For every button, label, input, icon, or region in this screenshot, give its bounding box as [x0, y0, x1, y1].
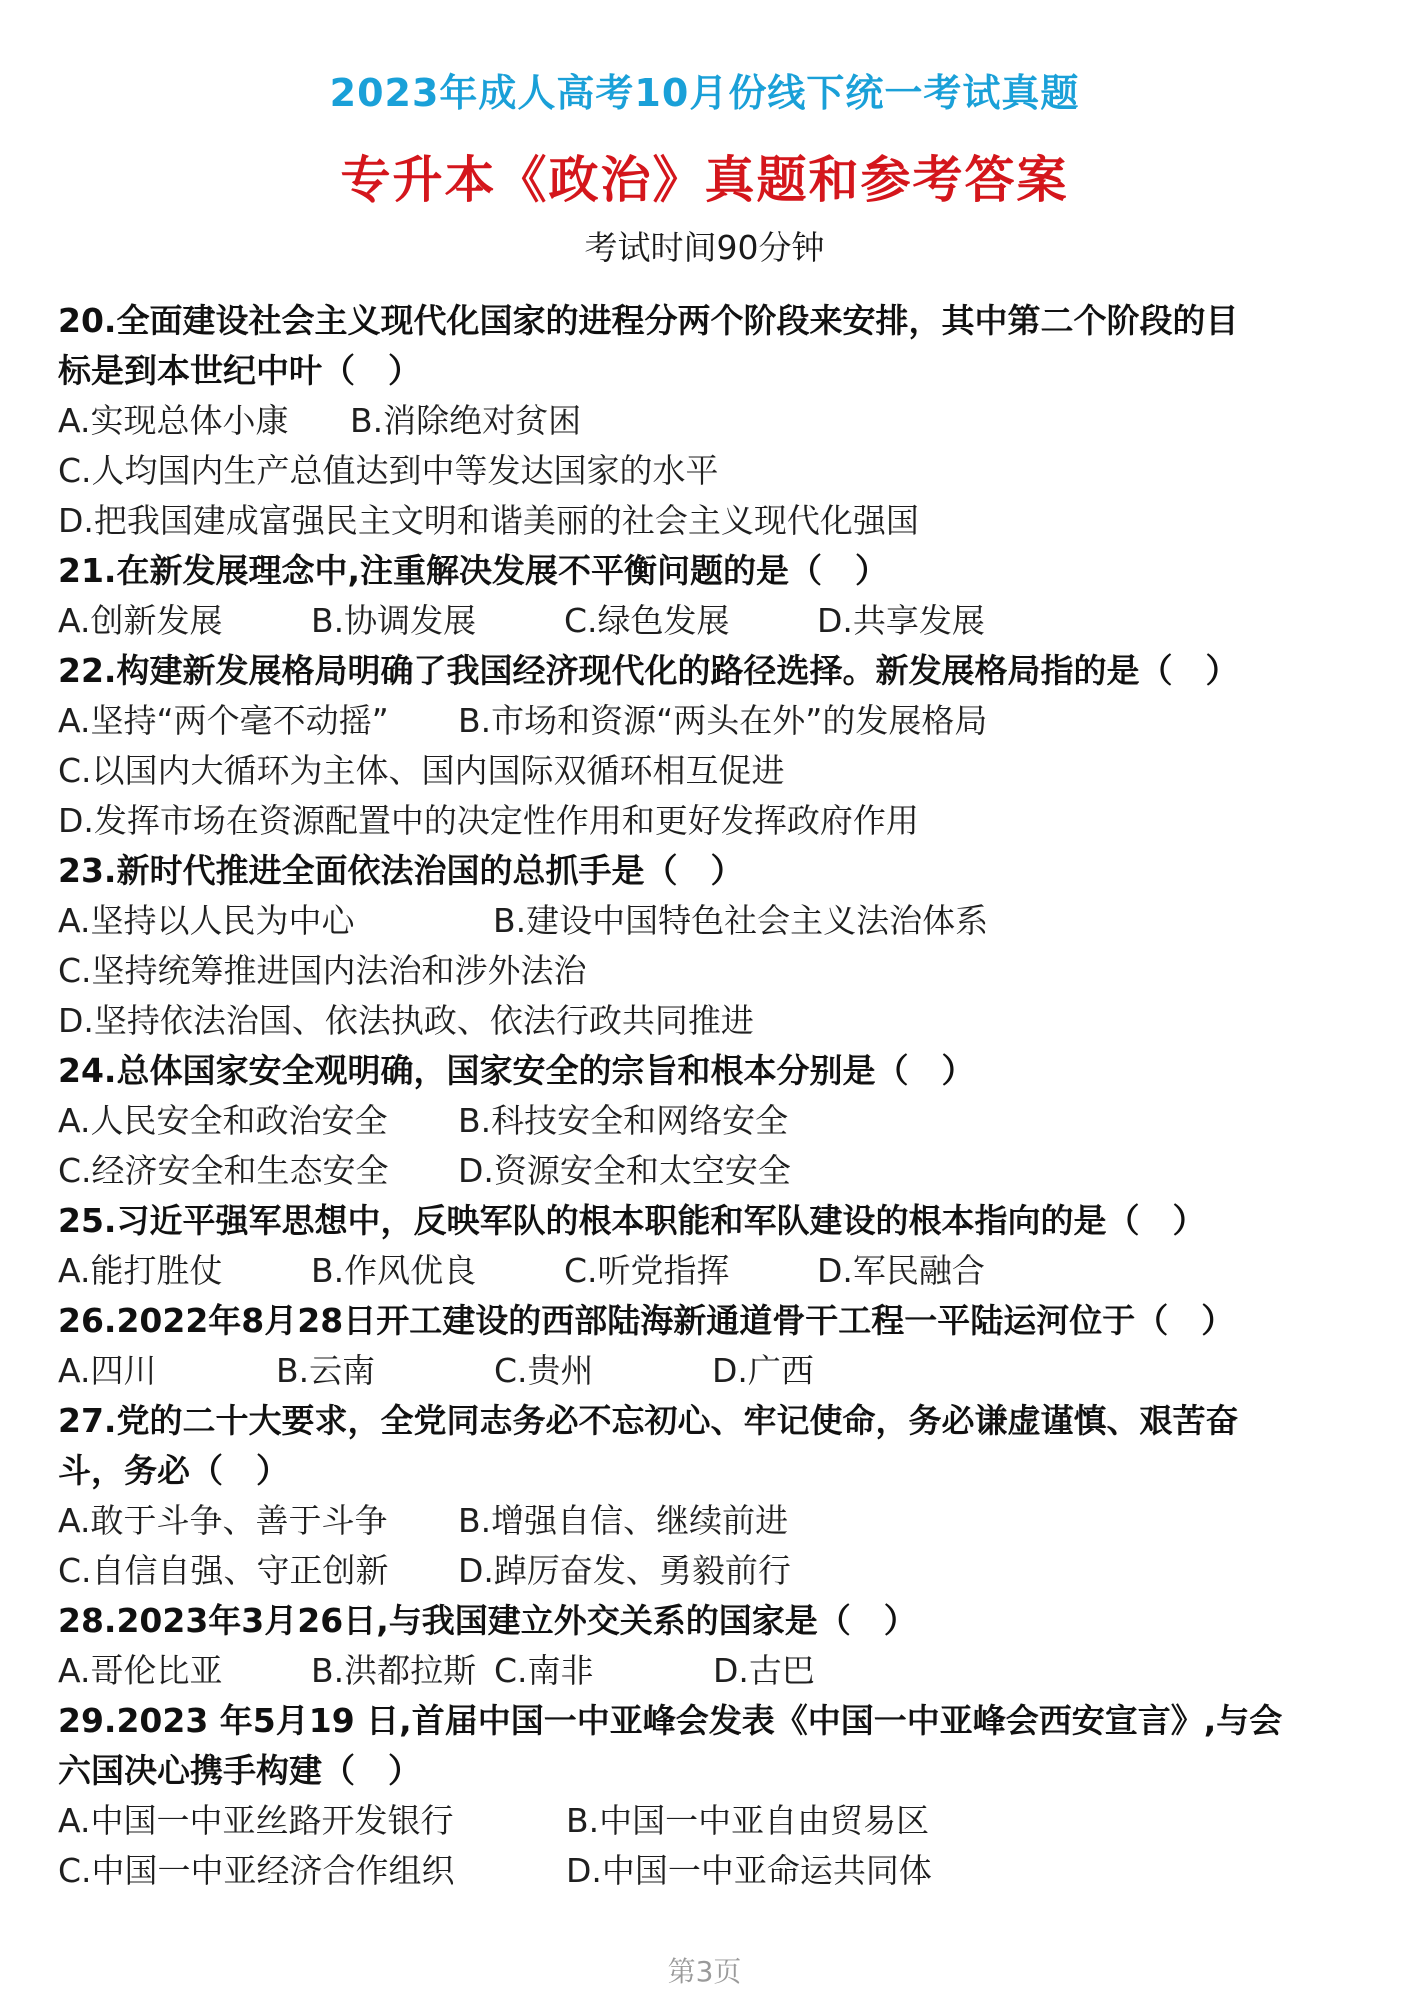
- question-text: 20.全面建设社会主义现代化国家的进程分两个阶段来安排，其中第二个阶段的目: [58, 301, 1239, 340]
- question-text: 24.总体国家安全观明确，国家安全的宗旨和根本分别是（ ）: [58, 1051, 975, 1090]
- option: D.古巴: [713, 1651, 815, 1690]
- option-row: [58, 896, 1358, 946]
- option: B.中国一中亚自由贸易区: [566, 1801, 930, 1840]
- option: C.人均国内生产总值达到中等发达国家的水平: [58, 451, 719, 490]
- question-text: 21.在新发展理念中,注重解决发展不平衡问题的是（ ）: [58, 551, 888, 590]
- option: C.绿色发展: [564, 601, 730, 640]
- option: B.增强自信、继续前进: [458, 1501, 789, 1540]
- option: B.消除绝对贫困: [350, 401, 582, 440]
- question-list: [58, 296, 1358, 1896]
- question-text: 斗，务必（ ）: [58, 1451, 289, 1490]
- option: C.中国一中亚经济合作组织: [58, 1851, 455, 1890]
- option-row: [58, 1496, 1358, 1546]
- option-row: [58, 1546, 1358, 1596]
- option: D.发挥市场在资源配置中的决定性作用和更好发挥政府作用: [58, 801, 919, 840]
- option: C.经济安全和生态安全: [58, 1151, 389, 1190]
- option: C.听党指挥: [564, 1251, 730, 1290]
- option: C.贵州: [494, 1351, 594, 1390]
- question-text: 23.新时代推进全面依法治国的总抓手是（ ）: [58, 851, 744, 890]
- option: B.洪都拉斯: [311, 1651, 477, 1690]
- option: C.自信自强、守正创新: [58, 1551, 389, 1590]
- option: B.建设中国特色社会主义法治体系: [493, 901, 989, 940]
- option-row: [58, 396, 1358, 446]
- question-text: 26.2022年8月28日开工建设的西部陆海新通道骨干工程一平陆运河位于（ ）: [58, 1301, 1235, 1340]
- option: B.协调发展: [311, 601, 477, 640]
- option: A.哥伦比亚: [58, 1651, 223, 1690]
- option: B.作风优良: [311, 1251, 477, 1290]
- option-row: [58, 1246, 1358, 1296]
- option: D.资源安全和太空安全: [458, 1151, 791, 1190]
- option-row: [58, 1846, 1358, 1896]
- option: B.市场和资源“两头在外”的发展格局: [458, 701, 988, 740]
- option-row: [58, 796, 1358, 846]
- option-row: [58, 596, 1358, 646]
- option: A.坚持“两个毫不动摇”: [58, 701, 389, 740]
- option: B.科技安全和网络安全: [458, 1101, 789, 1140]
- option-row: [58, 696, 1358, 746]
- option: D.中国一中亚命运共同体: [566, 1851, 932, 1890]
- option: A.实现总体小康: [58, 401, 289, 440]
- question-text: 22.构建新发展格局明确了我国经济现代化的路径选择。新发展格局指的是（ ）: [58, 651, 1239, 690]
- option: C.南非: [494, 1651, 594, 1690]
- page-number: 第3页: [667, 1955, 742, 1988]
- option-row: [58, 496, 1358, 546]
- question-text: 27.党的二十大要求，全党同志务必不忘初心、牢记使命，务必谦虚谨慎、艰苦奋: [58, 1401, 1239, 1440]
- option: A.创新发展: [58, 601, 223, 640]
- option: C.以国内大循环为主体、国内国际双循环相互促进: [58, 751, 785, 790]
- option-row: [58, 996, 1358, 1046]
- option: D.军民融合: [817, 1251, 985, 1290]
- option-row: [58, 1146, 1358, 1196]
- option: B.云南: [276, 1351, 376, 1390]
- option: D.共享发展: [817, 601, 985, 640]
- option: A.中国一中亚丝路开发银行: [58, 1801, 454, 1840]
- option: C.坚持统筹推进国内法治和涉外法治: [58, 951, 587, 990]
- option-row: [58, 746, 1358, 796]
- exam-time: 考试时间90分钟: [584, 228, 825, 267]
- option: A.能打胜仗: [58, 1251, 223, 1290]
- question-text: 29.2023 年5月19 日,首届中国一中亚峰会发表《中国一中亚峰会西安宣言》,与会: [58, 1701, 1283, 1740]
- option: D.广西: [712, 1351, 814, 1390]
- option-row: [58, 946, 1358, 996]
- option: D.踔厉奋发、勇毅前行: [458, 1551, 791, 1590]
- option: D.把我国建成富强民主文明和谐美丽的社会主义现代化强国: [58, 501, 919, 540]
- option: D.坚持依法治国、依法执政、依法行政共同推进: [58, 1001, 754, 1040]
- question-text: 六国决心携手构建（ ）: [58, 1751, 421, 1790]
- option-row: [58, 1796, 1358, 1846]
- question-text: 25.习近平强军思想中，反映军队的根本职能和军队建设的根本指向的是（ ）: [58, 1201, 1206, 1240]
- page-title: 2023年成人高考10月份线下统一考试真题: [329, 71, 1080, 115]
- question-text: 标是到本世纪中叶（ ）: [58, 351, 421, 390]
- option: A.人民安全和政治安全: [58, 1101, 388, 1140]
- option-row: [58, 446, 1358, 496]
- option-row: [58, 1646, 1358, 1696]
- option: A.坚持以人民为中心: [58, 901, 355, 940]
- option-row: [58, 1096, 1358, 1146]
- option: A.四川: [58, 1351, 157, 1390]
- page-subtitle: 专升本《政治》真题和参考答案: [340, 151, 1069, 209]
- option-row: [58, 1346, 1358, 1396]
- option: A.敢于斗争、善于斗争: [58, 1501, 388, 1540]
- question-text: 28.2023年3月26日,与我国建立外交关系的国家是（ ）: [58, 1601, 917, 1640]
